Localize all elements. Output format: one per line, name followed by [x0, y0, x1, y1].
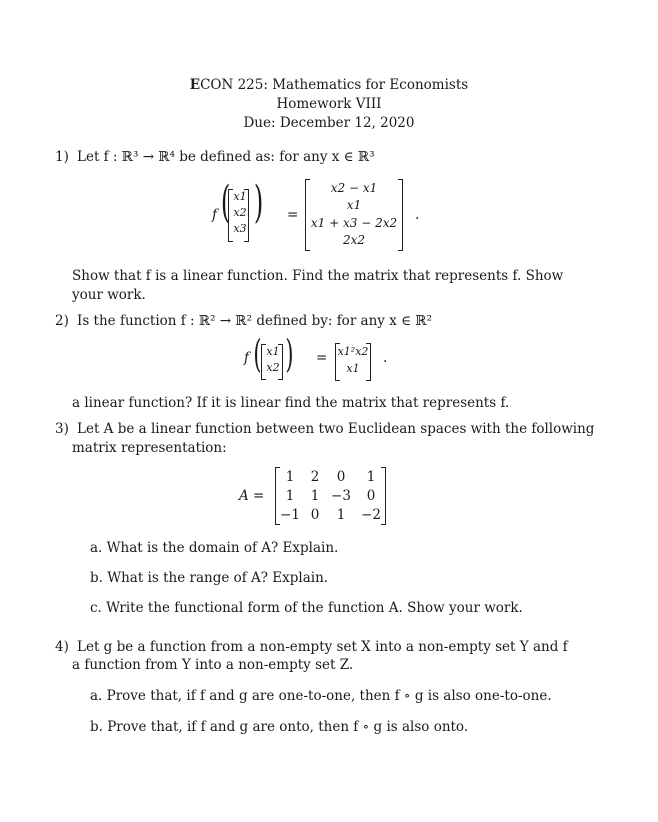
q3-part-a: a. What is the domain of A? Explain.: [90, 540, 339, 556]
q3-matrix-cell: 1: [285, 469, 295, 485]
q3-matrix-cell: 0: [336, 469, 346, 485]
q2-intro: Is the function f : ℝ² → ℝ² defined by: for any x ∈ ℝ²: [77, 313, 433, 329]
q3-matrix-cell: −3: [331, 488, 351, 504]
q1-output-row3: x1 + x3 − 2x2: [310, 216, 398, 230]
q2-period: .: [383, 350, 388, 366]
q2-left-paren: (: [253, 332, 262, 376]
q3-matrix-cell: 1: [310, 488, 320, 504]
q1-number: 1): [55, 149, 69, 165]
q3-matrix-cell: 0: [310, 507, 320, 523]
q2-input-bracket-right: [278, 344, 283, 380]
q2-input-x2: x2: [266, 361, 280, 374]
q3-number: 3): [55, 421, 69, 437]
due-date: Due: December 12, 2020: [243, 115, 415, 131]
q1-input-bracket-right: [244, 189, 249, 242]
q2-output-row2: x1: [346, 362, 360, 375]
q1-input-x2: x2: [233, 206, 247, 219]
q1-period: .: [415, 207, 420, 223]
q3-intro-line1: Let A be a linear function between two Euclidean spaces with the following: [77, 421, 595, 437]
q3-matrix-cell: 1: [336, 507, 346, 523]
q1-equals: =: [287, 207, 299, 223]
q1-output-bracket-right: [398, 179, 403, 251]
q3-matrix-cell: 0: [366, 488, 376, 504]
q1-input-x1: x1: [233, 190, 247, 203]
q1-right-paren: ): [253, 177, 264, 228]
q4-number: 4): [55, 639, 69, 655]
q3-matrix-cell: 1: [285, 488, 295, 504]
q3-matrix-cell: 2: [310, 469, 320, 485]
course-title: [0, 76, 658, 95]
q3-part-c: c. Write the functional form of the function A. Show your work.: [90, 600, 523, 616]
q2-output-row1: x1²x2: [337, 345, 369, 358]
homework-subtitle: Homework VIII: [276, 96, 382, 112]
q1-output-row4: 2x2: [342, 233, 366, 247]
document-header: [0, 76, 658, 133]
q4-part-a: a. Prove that, if f and g are one-to-one, then f ∘ g is also one-to-one.: [90, 688, 552, 704]
q3-intro-line2: matrix representation:: [72, 440, 227, 456]
course-title-rest: CON 225: Mathematics for Economists: [200, 77, 469, 93]
q3-matrix-cell: 1: [366, 469, 376, 485]
q4-intro-line1: Let g be a function from a non-empty set X into a non-empty set Y and f: [77, 639, 568, 655]
q3-matrix-cell: −2: [361, 507, 381, 523]
q2-output-bracket-right: [366, 343, 371, 381]
q2-number: 2): [55, 313, 69, 329]
q4-part-b: b. Prove that, if f and g are onto, then f ∘ g is also onto.: [90, 719, 469, 735]
q1-text-line2: your work.: [72, 287, 146, 303]
course-title-initial: E: [189, 77, 201, 93]
q3-part-b: b. What is the range of A? Explain.: [90, 570, 329, 586]
q2-function-name: f: [244, 350, 249, 366]
q1-left-paren: (: [220, 177, 231, 228]
q1-function-name: f: [212, 207, 217, 223]
q2-input-x1: x1: [266, 345, 280, 358]
q1-input-x3: x3: [233, 222, 247, 235]
q2-right-paren: ): [285, 332, 294, 376]
q2-text: a linear function? If it is linear find the matrix that represents f.: [72, 395, 510, 411]
q3-matrix-label: A =: [239, 488, 265, 504]
q3-matrix-cell: −1: [280, 507, 300, 523]
q1-output-row2: x1: [346, 198, 362, 212]
q1-text-line1: Show that f is a linear function. Find the matrix that represents f. Show: [72, 268, 564, 284]
q2-equals: =: [316, 350, 328, 366]
q1-intro: Let f : ℝ³ → ℝ⁴ be defined as: for any x ∈ ℝ³: [77, 149, 375, 165]
q4-intro-line2: a function from Y into a non-empty set Z.: [72, 657, 354, 673]
q1-output-row1: x2 − x1: [330, 181, 378, 195]
